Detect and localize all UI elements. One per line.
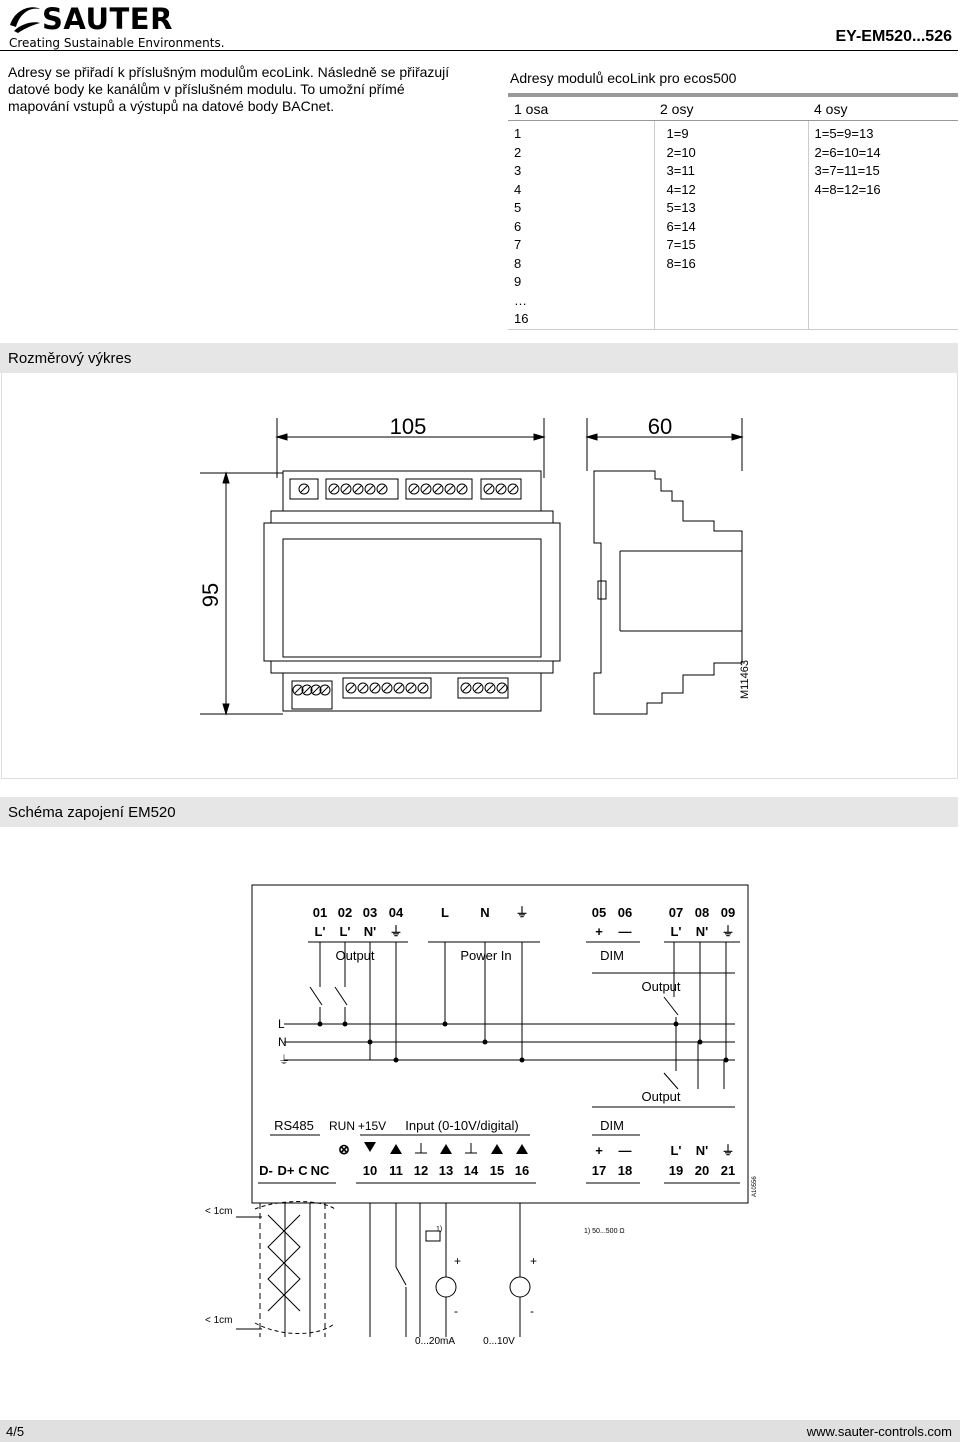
brand-tagline: Creating Sustainable Environments. [9, 36, 225, 50]
terminal-label: 16 [514, 1163, 530, 1178]
terminal-label: D+ [277, 1163, 295, 1178]
col-1-axis-values [508, 121, 654, 330]
address-cell: 7 [514, 237, 522, 252]
run-led-icon: ⊗ [338, 1141, 350, 1157]
wiring-diagram [0, 827, 960, 1357]
website-link[interactable]: www.sauter-controls.com [806, 1424, 952, 1439]
address-cell: 8=16 [666, 255, 696, 271]
company-logo [8, 3, 42, 40]
input-label: Input (0-10V/digital) [405, 1118, 519, 1133]
address-cell: 7=15 [666, 237, 696, 252]
terminal-label: NC [310, 1163, 330, 1178]
terminal-label: 10 [362, 1163, 378, 1178]
terminal-label: 11 [389, 1163, 403, 1178]
triangle-up-icon [440, 1144, 452, 1154]
junction-dot [483, 1040, 488, 1045]
power-in-label: Power In [460, 948, 512, 963]
address-cell: 2=10 [666, 144, 696, 160]
page-footer [0, 1420, 960, 1442]
terminal-label: C [298, 1163, 308, 1178]
terminal-label: — [618, 1143, 632, 1158]
terminal-label: N [480, 905, 490, 920]
dimension-section-title: Rozměrový výkres [8, 350, 132, 367]
dimension-drawing-id: M11463 [739, 660, 751, 699]
wiring-section-title: Schéma zapojení EM520 [8, 804, 176, 821]
col-header-2-axes: 2 osy [654, 98, 808, 121]
resistor-note: 1) 50...500 Ω [584, 1228, 625, 1235]
address-cell: 8 [514, 255, 522, 271]
wiring-section-header [0, 797, 958, 827]
intro-paragraph: Adresy se přiřadí k příslušným modulům ecoLink. Následně se přiřazují datové body ke kanálům v příslušném modulu. To umožní přímé mapování vstupů a výstupů na datové body BACnet. [8, 64, 450, 114]
triangle-down-icon [364, 1142, 376, 1152]
junction-dot [443, 1022, 448, 1027]
document-id: EY-EM520...526 [835, 28, 952, 45]
terminal-label: 19 [668, 1163, 684, 1178]
dimension-section-header [0, 343, 958, 373]
terminal-label: L' [670, 1143, 682, 1158]
address-cell: 3 [514, 163, 522, 178]
dim-label-2: DIM [600, 1118, 624, 1133]
terminal-label: 06 [617, 905, 633, 920]
cable-distance-bottom: < 1cm [205, 1315, 233, 1326]
address-cell: 6=14 [666, 218, 696, 234]
output-label-1: Output [335, 948, 375, 963]
junction-dot [698, 1040, 703, 1045]
triangle-up-icon [491, 1144, 503, 1154]
width-label: 105 [389, 414, 427, 439]
address-cell: 1=5=9=13 [814, 126, 874, 141]
svg-text:+: + [454, 1254, 462, 1268]
current-range-label: 0...20mA [414, 1336, 456, 1347]
terminal-label: N' [363, 924, 377, 939]
address-cell: 6 [514, 218, 522, 234]
address-cell: 16 [514, 311, 529, 326]
terminal-label: L' [670, 924, 682, 939]
terminal-label: 07 [668, 905, 684, 920]
address-cell: 4=8=12=16 [814, 181, 881, 197]
terminal-label: N' [695, 1143, 709, 1158]
address-cell: 9 [514, 274, 522, 289]
plus15v-label: +15V [357, 1119, 387, 1133]
svg-text:+: + [530, 1254, 538, 1268]
terminal-label: + [595, 924, 603, 939]
terminal-label: L' [314, 924, 326, 939]
terminal-label: L [441, 905, 449, 920]
address-cell: 3=11 [666, 163, 695, 178]
address-cell: 1 [514, 126, 522, 141]
terminal-label: 12 [413, 1163, 429, 1178]
bus-n-label: N [278, 1035, 287, 1049]
junction-dot [368, 1040, 373, 1045]
dimension-drawing [0, 373, 960, 778]
logo-swoosh-icon [8, 3, 42, 35]
address-table-title: Adresy modulů ecoLink pro ecos500 [510, 70, 737, 86]
terminal-label: 14 [463, 1163, 479, 1178]
bus-l-label: L [278, 1017, 285, 1031]
wiring-drawing-id: A10556 [752, 1176, 758, 1197]
junction-dot [343, 1022, 348, 1027]
output-label-2: Output [641, 979, 681, 994]
dim-label-1: DIM [600, 948, 624, 963]
terminal-label: L' [339, 924, 351, 939]
col-header-4-axes: 4 osy [808, 98, 958, 121]
terminal-label: 05 [591, 905, 607, 920]
junction-dot [394, 1058, 399, 1063]
svg-text:-: - [530, 1304, 534, 1318]
resistor-note-ref: 1) [436, 1226, 443, 1233]
junction-dot [318, 1022, 323, 1027]
terminal-label: 17 [591, 1163, 607, 1178]
triangle-up-icon [390, 1144, 402, 1154]
terminal-label: 13 [438, 1163, 454, 1178]
terminal-label: D- [259, 1163, 273, 1178]
address-cell: 4 [514, 181, 522, 197]
bus-pe-label: ⏚ [278, 1053, 291, 1067]
terminal-label: 01 [312, 905, 328, 920]
address-cell: 2=6=10=14 [814, 144, 881, 160]
svg-text:-: - [454, 1304, 458, 1318]
header-rule [0, 50, 958, 51]
col-header-1-axis: 1 osa [508, 98, 654, 121]
address-cell: 5 [514, 200, 522, 215]
col-2-axes-values [654, 121, 808, 330]
terminal-label: 02 [337, 905, 353, 920]
terminal-label: 21 [720, 1163, 736, 1178]
address-cell: 5=13 [666, 200, 696, 215]
terminal-label: 20 [694, 1163, 710, 1178]
terminal-label: 08 [694, 905, 710, 920]
address-cell: … [514, 292, 527, 308]
brand-name: SAUTER [42, 2, 173, 36]
address-table-title-rule [508, 93, 958, 97]
junction-dot [674, 1022, 679, 1027]
address-cell: 3=7=11=15 [814, 163, 880, 178]
terminal-label: N' [695, 924, 709, 939]
terminal-label: 18 [617, 1163, 633, 1178]
terminal-label: 09 [720, 905, 736, 920]
junction-dot [520, 1058, 525, 1063]
output-label-3: Output [641, 1089, 681, 1104]
address-table [508, 98, 958, 330]
height-label: 95 [198, 582, 223, 608]
terminal-label: ⏚ [721, 1143, 735, 1158]
address-cell: 4=12 [666, 181, 696, 197]
triangle-up-icon [516, 1144, 528, 1154]
run-label: RUN [329, 1119, 355, 1133]
terminal-label: ⏚ [721, 924, 735, 939]
rs485-label: RS485 [274, 1118, 314, 1133]
voltage-range-label: 0...10V [483, 1336, 515, 1347]
page-number: 4/5 [6, 1424, 25, 1439]
terminal-label: ⏚ [389, 924, 403, 939]
depth-label: 60 [647, 414, 673, 439]
terminal-label: + [595, 1143, 603, 1158]
cable-distance-top: < 1cm [205, 1206, 233, 1217]
col-4-axes-values [808, 121, 958, 330]
terminal-label: 04 [388, 905, 404, 920]
junction-dot [724, 1058, 729, 1063]
address-cell: 1=9 [666, 126, 689, 141]
terminal-label: 15 [489, 1163, 505, 1178]
terminal-label: 03 [362, 905, 378, 920]
terminal-label: — [618, 924, 632, 939]
terminal-label: ⏚ [515, 905, 529, 920]
address-cell: 2 [514, 144, 522, 160]
